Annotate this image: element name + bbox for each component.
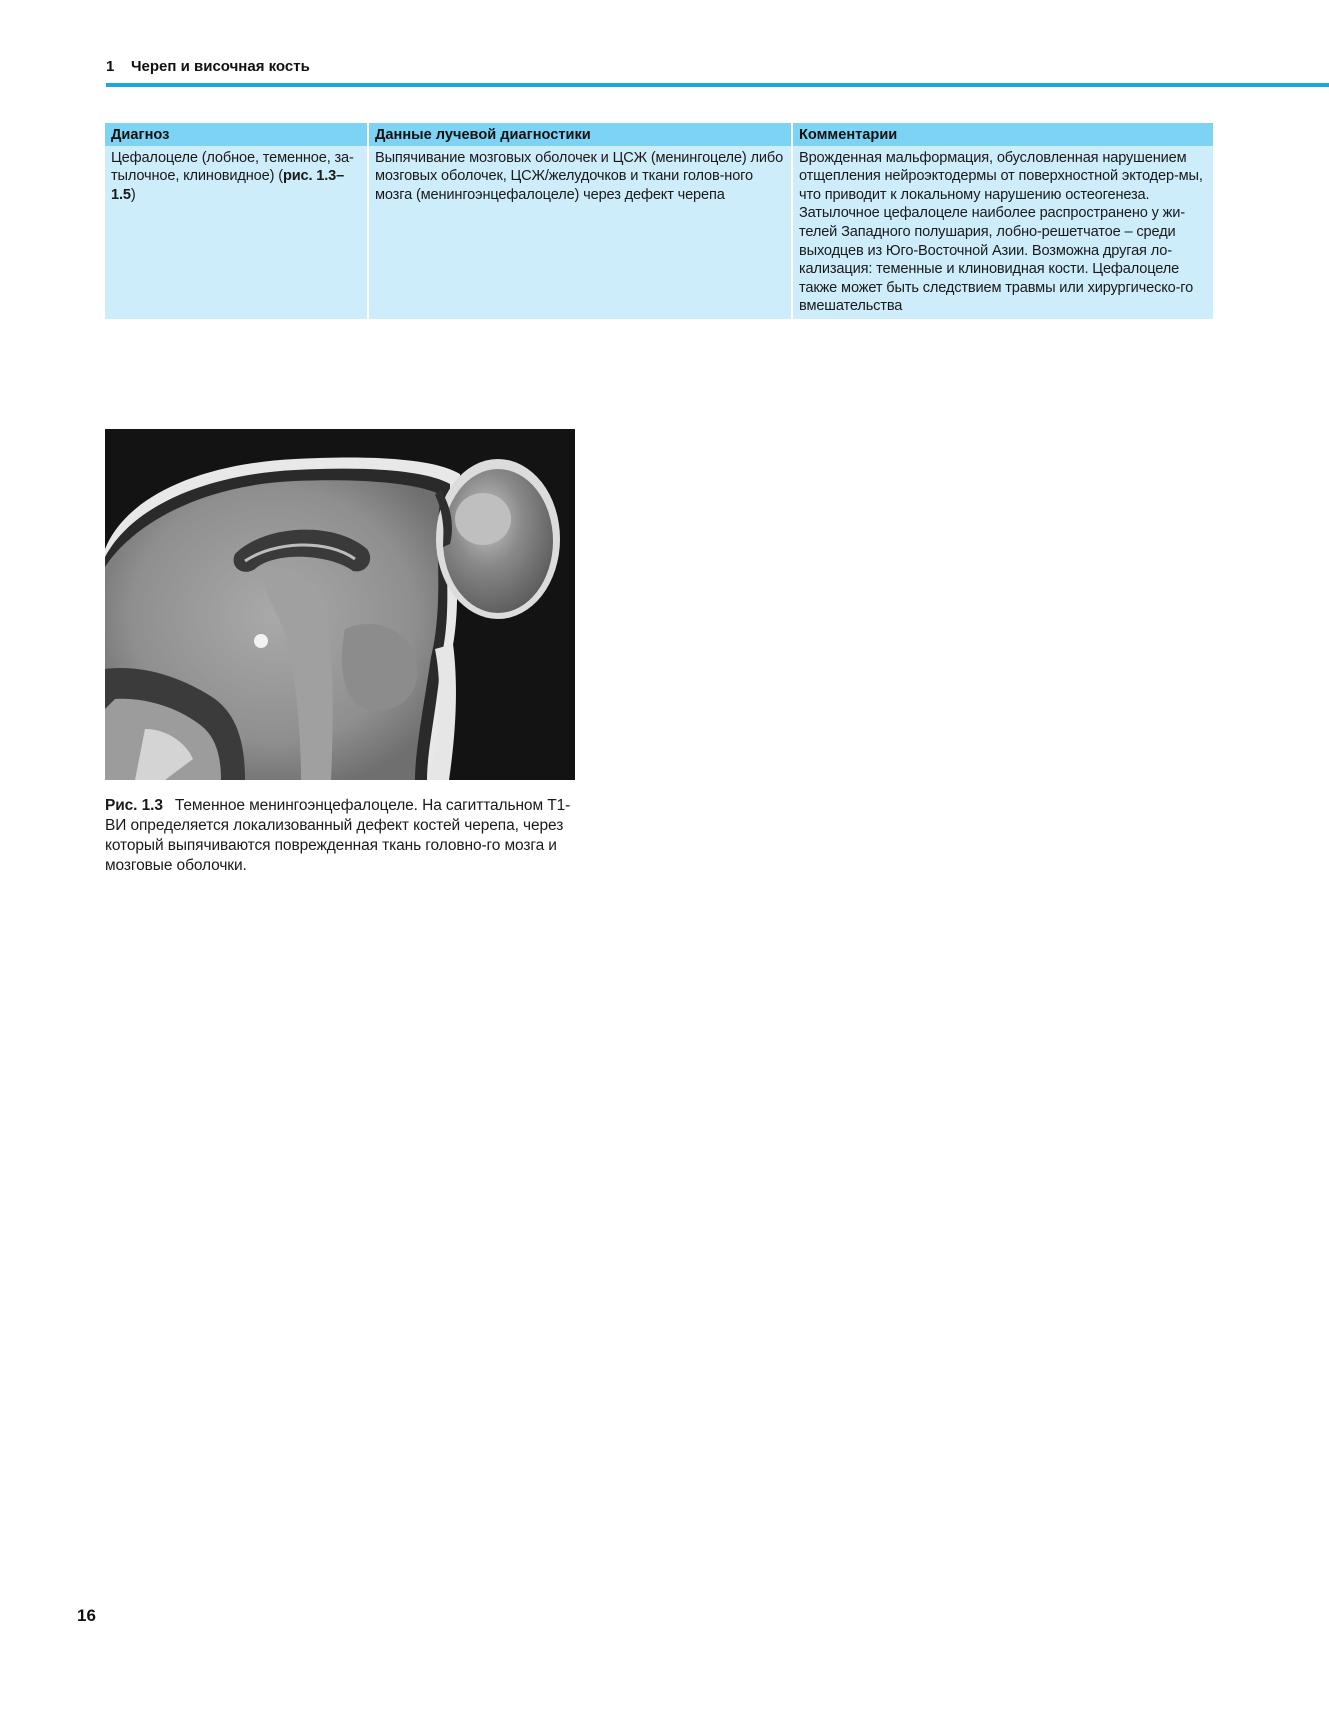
diagnosis-tail: ) bbox=[130, 186, 136, 203]
running-head bbox=[106, 58, 310, 75]
table-row bbox=[105, 146, 1213, 319]
chapter-number: 1 bbox=[106, 58, 115, 75]
figure-reference-link[interactable]: рис. 1.3–1.5 bbox=[111, 168, 345, 203]
table-header-row bbox=[105, 123, 1213, 146]
mri-sagittal-image bbox=[105, 429, 575, 780]
diagnosis-text: Цефалоцеле (лобное, теменное, за-тылочное, клиновидное) ( bbox=[111, 149, 354, 185]
figure-label: Рис. 1.3 bbox=[105, 797, 163, 814]
cell-comments: Врожденная мальформация, обусловленная нарушением отщепления нейроэктодермы от поверхностной эктодер-мы, что приводит к локальному нарушению остеогенеза. Затылочное цефалоцеле наиболее распространено у жи-телей Западного полушария, лобно-решетчатое – среди выходцев из Юго-Восточной Азии. Возможна другая ло-кализация: теменные и клиновидная кости. Цефалоцеле также может быть следствием травмы или хирургическо-го вмешательства bbox=[792, 146, 1213, 319]
figure-caption-text: Теменное менингоэнцефалоцеле. На сагиттальном Т1-ВИ определяется локализованный дефект костей черепа, через который выпячиваются поврежденная ткань головно-го мозга и мозговые оболочки. bbox=[105, 797, 571, 874]
column-header-diagnosis: Диагноз bbox=[105, 123, 368, 146]
header-rule bbox=[106, 83, 1329, 87]
cell-diagnosis bbox=[105, 146, 368, 319]
page-number: 16 bbox=[77, 1606, 96, 1625]
cell-imaging: Выпячивание мозговых оболочек и ЦСЖ (менингоцеле) либо мозговых оболочек, ЦСЖ/желудочков и ткани голов-ного мозга (менингоэнцефалоцеле) через дефект черепа bbox=[368, 146, 792, 319]
diagnosis-table bbox=[105, 123, 1213, 319]
figure-caption bbox=[105, 796, 580, 876]
column-header-comments: Комментарии bbox=[792, 123, 1213, 146]
chapter-title: Череп и височная кость bbox=[131, 58, 310, 75]
column-header-imaging: Данные лучевой диагностики bbox=[368, 123, 792, 146]
